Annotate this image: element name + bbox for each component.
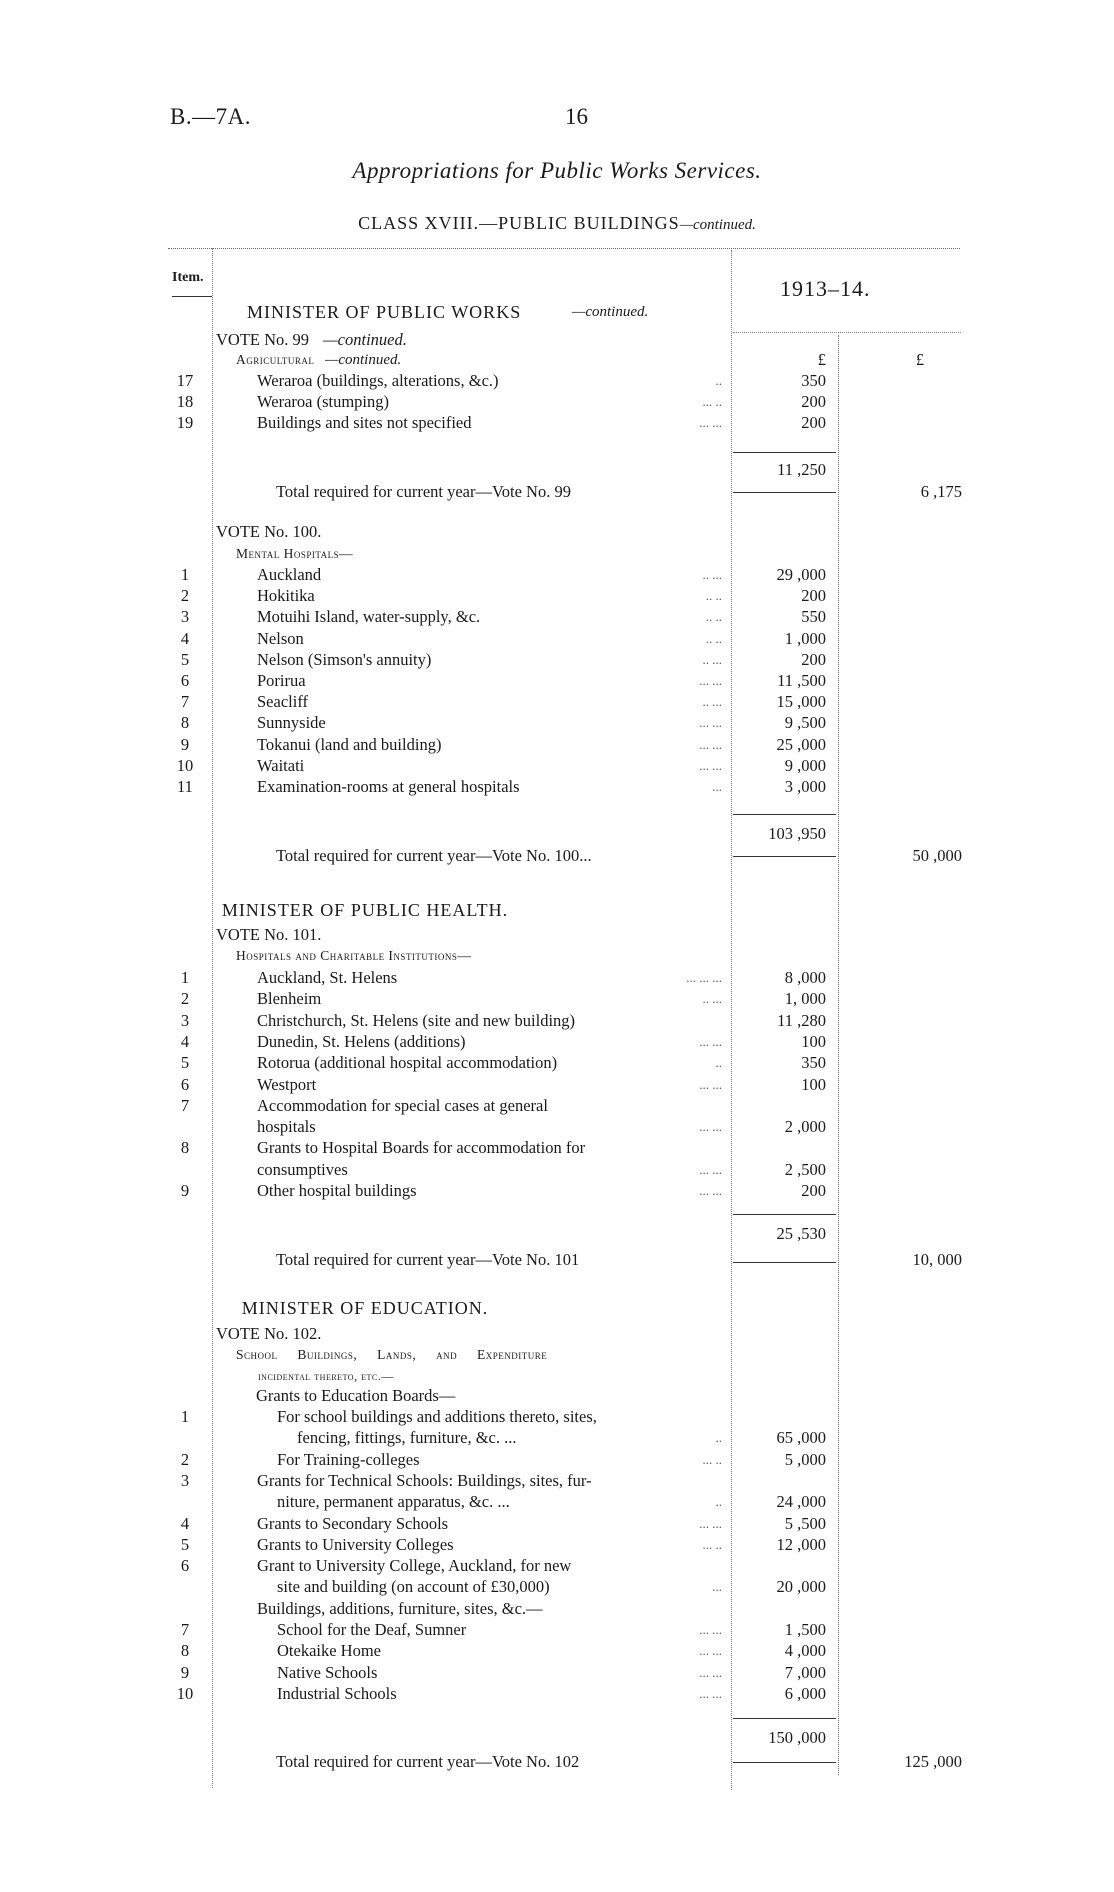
leader-dots: ... ... — [699, 673, 722, 688]
line-item-row — [0, 413, 1114, 433]
line-item-row — [0, 629, 1114, 649]
line-item-row — [0, 1641, 1114, 1661]
line-item-row — [0, 1428, 1114, 1448]
item-number: 7 — [180, 1620, 190, 1639]
item-number: 6 — [180, 671, 190, 690]
item-number: 11 — [177, 777, 193, 796]
total-label: Total required for current year—Vote No. 102 — [276, 1752, 580, 1771]
item-number: 5 — [180, 1053, 190, 1073]
item-description: Accommodation for special cases at general — [257, 1095, 548, 1115]
item-number: 2 — [180, 586, 190, 606]
total-amount: 10, 000 — [912, 1250, 962, 1269]
item-number: 10 — [176, 755, 194, 775]
item-description: Christchurch, St. Helens (site and new building) — [257, 1010, 576, 1030]
line-item-row — [0, 735, 1114, 755]
item-number: 5 — [180, 1534, 190, 1554]
line-item-row — [0, 1032, 1114, 1052]
item-description: Grant to University College, Auckland, for new — [257, 1556, 572, 1576]
line-item-row — [0, 1599, 1114, 1619]
class-title-continued: —continued. — [679, 217, 756, 233]
line-item-row — [0, 1514, 1114, 1534]
line-item-row — [0, 1117, 1114, 1137]
item-number: 1 — [180, 968, 190, 987]
item-description: Nelson (Simson's annuity) — [257, 649, 432, 669]
item-amount: 2 ,500 — [784, 1159, 826, 1179]
item-description: Weraroa (stumping) — [257, 392, 389, 411]
item-number: 8 — [180, 1641, 190, 1661]
item-description: hospitals — [257, 1117, 316, 1137]
leader-dots: .. — [715, 1430, 722, 1446]
item-number: 6 — [180, 1074, 190, 1094]
subheading-mental-hospitals — [0, 544, 1114, 564]
item-amount: 200 — [801, 1181, 826, 1200]
subheading-label-cont: incidental thereto, etc.— — [258, 1369, 394, 1383]
leader-dots: ... ... — [699, 715, 722, 731]
item-description: Porirua — [257, 671, 306, 690]
line-item-row — [0, 756, 1114, 776]
class-title — [0, 213, 1114, 234]
line-item-row — [0, 1138, 1114, 1158]
item-number: 17 — [176, 371, 194, 390]
vote-heading-101 — [0, 925, 1114, 945]
item-description: Dunedin, St. Helens (additions) — [257, 1031, 466, 1051]
item-description: For school buildings and additions thereto, sites, — [277, 1407, 597, 1426]
leader-dots: ... ... — [699, 1161, 722, 1177]
vote-99-subtotal — [0, 460, 1114, 480]
item-amount: 9 ,500 — [784, 713, 826, 733]
item-description: Weraroa (buildings, alterations, &c.) — [257, 371, 499, 390]
subtotal-amount: 150 ,000 — [768, 1728, 826, 1747]
item-description: niture, permanent apparatus, &c. ... — [277, 1492, 510, 1512]
vote-heading-100 — [0, 522, 1114, 542]
item-description: Native Schools — [277, 1662, 378, 1682]
item-amount: 29 ,000 — [776, 565, 826, 584]
item-description: site and building (on account of £30,000) — [277, 1577, 550, 1597]
item-amount: 65 ,000 — [776, 1428, 826, 1448]
grants-heading: Grants to Education Boards— — [256, 1386, 456, 1405]
subheading-label: School Buildings, Lands, and Expenditure — [236, 1347, 548, 1362]
item-description: Grants for Technical Schools: Buildings, sites, fur- — [257, 1470, 592, 1490]
item-number: 1 — [180, 565, 190, 584]
item-amount: 12 ,000 — [776, 1534, 826, 1554]
leader-dots: ... ... — [699, 736, 722, 752]
item-number: 3 — [180, 607, 190, 627]
leader-dots: .. ... — [702, 694, 722, 710]
vote-heading-99 — [0, 330, 1114, 350]
subtotal-rule — [733, 814, 836, 815]
item-description: Hokitika — [257, 586, 315, 606]
vote-102-subtotal — [0, 1728, 1114, 1748]
line-item-row — [0, 1160, 1114, 1180]
line-item-row — [0, 1663, 1114, 1683]
item-amount: 550 — [801, 607, 826, 627]
item-amount: 200 — [801, 586, 826, 606]
item-amount: 100 — [801, 1074, 826, 1094]
vote-102-total-row — [0, 1752, 1114, 1772]
pound-sign-1: £ — [817, 350, 826, 369]
subheading-school-buildings — [0, 1345, 1114, 1365]
grants-to-education-boards — [0, 1386, 1114, 1406]
item-header-rule — [172, 296, 212, 297]
minister-continued: —continued. — [572, 304, 649, 320]
leader-dots: .. ... — [702, 991, 722, 1007]
leader-dots: ... ... — [699, 1076, 722, 1092]
subheading-hospitals — [0, 946, 1114, 966]
item-amount: 25 ,000 — [776, 734, 826, 754]
line-item-row — [0, 1407, 1114, 1427]
item-number: 4 — [180, 1513, 190, 1533]
item-number: 1 — [180, 1407, 190, 1426]
vote-label: VOTE No. 99 — [216, 330, 310, 349]
class-title-text: CLASS XVIII.—PUBLIC BUILDINGS — [358, 213, 680, 233]
item-number: 18 — [176, 392, 194, 411]
line-item-row — [0, 1684, 1114, 1704]
leader-dots: ... ... — [699, 1033, 722, 1049]
leader-dots: ... ... — [699, 757, 722, 773]
line-item-row — [0, 1450, 1114, 1470]
minister-name: MINISTER OF PUBLIC WORKS — [247, 302, 522, 322]
item-description: For Training-colleges — [277, 1449, 420, 1469]
leader-dots: ... ... — [699, 1515, 722, 1531]
total-amount: 125 ,000 — [904, 1752, 962, 1771]
item-amount: 100 — [801, 1031, 826, 1051]
minister-heading-public-works — [0, 302, 1114, 322]
subheading-continued: —continued. — [325, 352, 402, 368]
item-amount: 200 — [801, 649, 826, 669]
vote-100-subtotal — [0, 824, 1114, 844]
item-description: Industrial Schools — [277, 1683, 397, 1703]
line-item-row — [0, 1535, 1114, 1555]
year-column-header: 1913–14. — [780, 276, 871, 301]
item-description: Sunnyside — [257, 713, 326, 733]
item-description: Other hospital buildings — [257, 1181, 417, 1200]
leader-dots: ... .. — [702, 1451, 722, 1467]
item-number: 2 — [180, 989, 190, 1009]
total-label: Total required for current year—Vote No. 100... — [276, 846, 592, 865]
item-number: 9 — [180, 734, 190, 754]
leader-dots: .. ... — [702, 567, 722, 582]
item-amount: 8 ,000 — [784, 968, 826, 987]
leader-dots: ... ... — [699, 1622, 722, 1637]
line-item-row — [0, 1577, 1114, 1597]
leader-dots: ... ... — [699, 1119, 722, 1135]
item-amount: 4 ,000 — [784, 1641, 826, 1661]
item-description: Auckland, St. Helens — [257, 968, 398, 987]
line-item-row — [0, 1492, 1114, 1512]
item-description: Blenheim — [257, 989, 322, 1009]
item-number: 4 — [180, 628, 190, 648]
leader-dots: .. .. — [705, 630, 722, 646]
subtotal-amount: 103 ,950 — [768, 824, 826, 843]
item-description: Westport — [257, 1074, 317, 1094]
pound-sign-2: £ — [915, 350, 925, 369]
subtotal-rule — [733, 452, 836, 453]
item-number: 6 — [180, 1556, 190, 1576]
line-item-row — [0, 565, 1114, 585]
leader-dots: .. — [715, 1494, 722, 1510]
vote-label: VOTE No. 102. — [216, 1324, 322, 1343]
total-label: Total required for current year—Vote No. 99 — [276, 482, 571, 501]
total-amount: 50 ,000 — [912, 846, 962, 865]
leader-dots: ... — [712, 779, 722, 794]
line-item-row — [0, 1053, 1114, 1073]
line-item-row — [0, 989, 1114, 1009]
item-column-header: Item. — [172, 270, 204, 285]
item-number: 8 — [180, 713, 190, 733]
item-description: Waitati — [257, 755, 305, 775]
item-description: Grants to University Colleges — [257, 1534, 454, 1554]
total-label: Total required for current year—Vote No. 101 — [276, 1250, 580, 1269]
subheading-label: Hospitals and Charitable Institutions— — [236, 948, 472, 963]
leader-dots: ... ... ... — [686, 970, 722, 985]
subtotal-rule — [733, 1214, 836, 1215]
item-amount: 1 ,000 — [784, 628, 826, 648]
item-amount: 20 ,000 — [776, 1577, 826, 1597]
item-description: Grants to Hospital Boards for accommodation for — [257, 1138, 586, 1158]
item-number: 4 — [180, 1031, 190, 1051]
line-item-row — [0, 392, 1114, 412]
leader-dots: .. ... — [702, 651, 722, 667]
leader-dots: ... ... — [699, 1643, 722, 1659]
vote-heading-102 — [0, 1324, 1114, 1344]
line-item-row — [0, 650, 1114, 670]
leader-dots: ... ... — [699, 1685, 722, 1701]
item-amount: 3 ,000 — [784, 777, 826, 796]
item-number: 8 — [180, 1138, 190, 1158]
line-item-row — [0, 607, 1114, 627]
item-description: fencing, fittings, furniture, &c. ... — [297, 1428, 517, 1448]
item-amount: 24 ,000 — [776, 1492, 826, 1512]
item-amount: 200 — [801, 392, 826, 411]
vote-101-total-row — [0, 1250, 1114, 1270]
item-amount: 1, 000 — [784, 989, 826, 1009]
subtotal-rule — [733, 1718, 836, 1719]
subtotal-amount: 25 ,530 — [776, 1224, 826, 1243]
subheading-agricultural — [0, 350, 1114, 370]
item-amount: 5 ,500 — [784, 1513, 826, 1533]
item-description: School for the Deaf, Sumner — [277, 1620, 467, 1639]
item-description: Buildings, additions, furniture, sites, &c.— — [257, 1598, 543, 1618]
page-number: 16 — [565, 104, 588, 129]
leader-dots: ... .. — [702, 1536, 722, 1552]
item-amount: 11 ,500 — [777, 671, 826, 690]
vote-label: VOTE No. 100. — [216, 522, 322, 541]
item-description: Auckland — [257, 565, 322, 584]
line-item-row — [0, 671, 1114, 691]
item-number: 10 — [176, 1683, 194, 1703]
item-amount: 6 ,000 — [784, 1683, 826, 1703]
line-item-row — [0, 586, 1114, 606]
leader-dots: ... .. — [702, 394, 722, 409]
line-item-row — [0, 1011, 1114, 1031]
leader-dots: .. .. — [705, 609, 722, 625]
vote-99-total-row — [0, 482, 1114, 502]
item-description: Grants to Secondary Schools — [257, 1513, 449, 1533]
vote-100-total-row — [0, 846, 1114, 866]
minister-heading-education: MINISTER OF EDUCATION. — [241, 1298, 489, 1318]
page-header — [170, 104, 1050, 134]
line-item-row — [0, 692, 1114, 712]
item-amount: 11 ,280 — [777, 1010, 826, 1030]
line-item-row — [0, 968, 1114, 988]
item-number: 3 — [180, 1010, 190, 1030]
item-number: 9 — [180, 1662, 190, 1682]
line-item-row — [0, 1556, 1114, 1576]
item-description: Nelson — [257, 628, 304, 648]
item-number: 5 — [180, 649, 190, 669]
leader-dots: ... ... — [699, 1183, 722, 1198]
item-description: Otekaike Home — [277, 1641, 382, 1661]
leader-dots: ... ... — [699, 1664, 722, 1680]
line-item-row — [0, 1096, 1114, 1116]
vote-label: VOTE No. 101. — [216, 925, 322, 944]
minister-heading-public-health: MINISTER OF PUBLIC HEALTH. — [221, 900, 509, 920]
item-amount: 350 — [801, 1053, 826, 1073]
line-item-row — [0, 1181, 1114, 1201]
item-number: 7 — [180, 692, 190, 712]
item-amount: 2 ,000 — [784, 1117, 826, 1137]
item-amount: 5 ,000 — [784, 1449, 826, 1469]
item-description: Examination-rooms at general hospitals — [257, 777, 520, 796]
subheading-school-buildings-cont — [0, 1366, 1114, 1386]
subheading-label: Agricultural — [236, 352, 315, 367]
item-description: Tokanui (land and building) — [257, 734, 442, 754]
total-amount: 6 ,175 — [920, 482, 962, 501]
item-amount: 7 ,000 — [784, 1662, 826, 1682]
page-title: Appropriations for Public Works Services. — [352, 158, 762, 183]
item-number: 2 — [180, 1449, 190, 1469]
item-amount: 200 — [801, 413, 826, 432]
vote-101-subtotal — [0, 1224, 1114, 1244]
leader-dots: ... — [712, 1579, 722, 1595]
item-number: 7 — [180, 1095, 190, 1115]
item-description: Seacliff — [257, 692, 309, 712]
line-item-row — [0, 1075, 1114, 1095]
item-description: Rotorua (additional hospital accommodation) — [257, 1053, 558, 1073]
leader-dots: ... ... — [699, 415, 722, 430]
header-rule — [168, 248, 960, 249]
leader-dots: .. .. — [705, 588, 722, 604]
leader-dots: .. — [715, 1055, 722, 1071]
item-amount: 350 — [801, 371, 826, 390]
item-amount: 15 ,000 — [776, 692, 826, 712]
line-item-row — [0, 713, 1114, 733]
item-amount: 9 ,000 — [784, 755, 826, 775]
line-item-row — [0, 777, 1114, 797]
subtotal-amount: 11 ,250 — [777, 460, 826, 479]
line-item-row — [0, 1620, 1114, 1640]
item-description: Motuihi Island, water-supply, &c. — [257, 607, 481, 627]
vote-continued: —continued. — [323, 330, 407, 349]
item-number: 9 — [180, 1181, 190, 1200]
line-item-row — [0, 371, 1114, 391]
item-number: 19 — [176, 413, 194, 432]
item-description: Buildings and sites not specified — [257, 413, 472, 432]
subheading-label: Mental Hospitals— — [236, 546, 354, 561]
item-description: consumptives — [257, 1159, 348, 1179]
leader-dots: .. — [715, 373, 722, 388]
item-amount: 1 ,500 — [784, 1620, 826, 1639]
document-code: B.—7A. — [170, 104, 251, 129]
item-number: 3 — [180, 1470, 190, 1490]
line-item-row — [0, 1471, 1114, 1491]
